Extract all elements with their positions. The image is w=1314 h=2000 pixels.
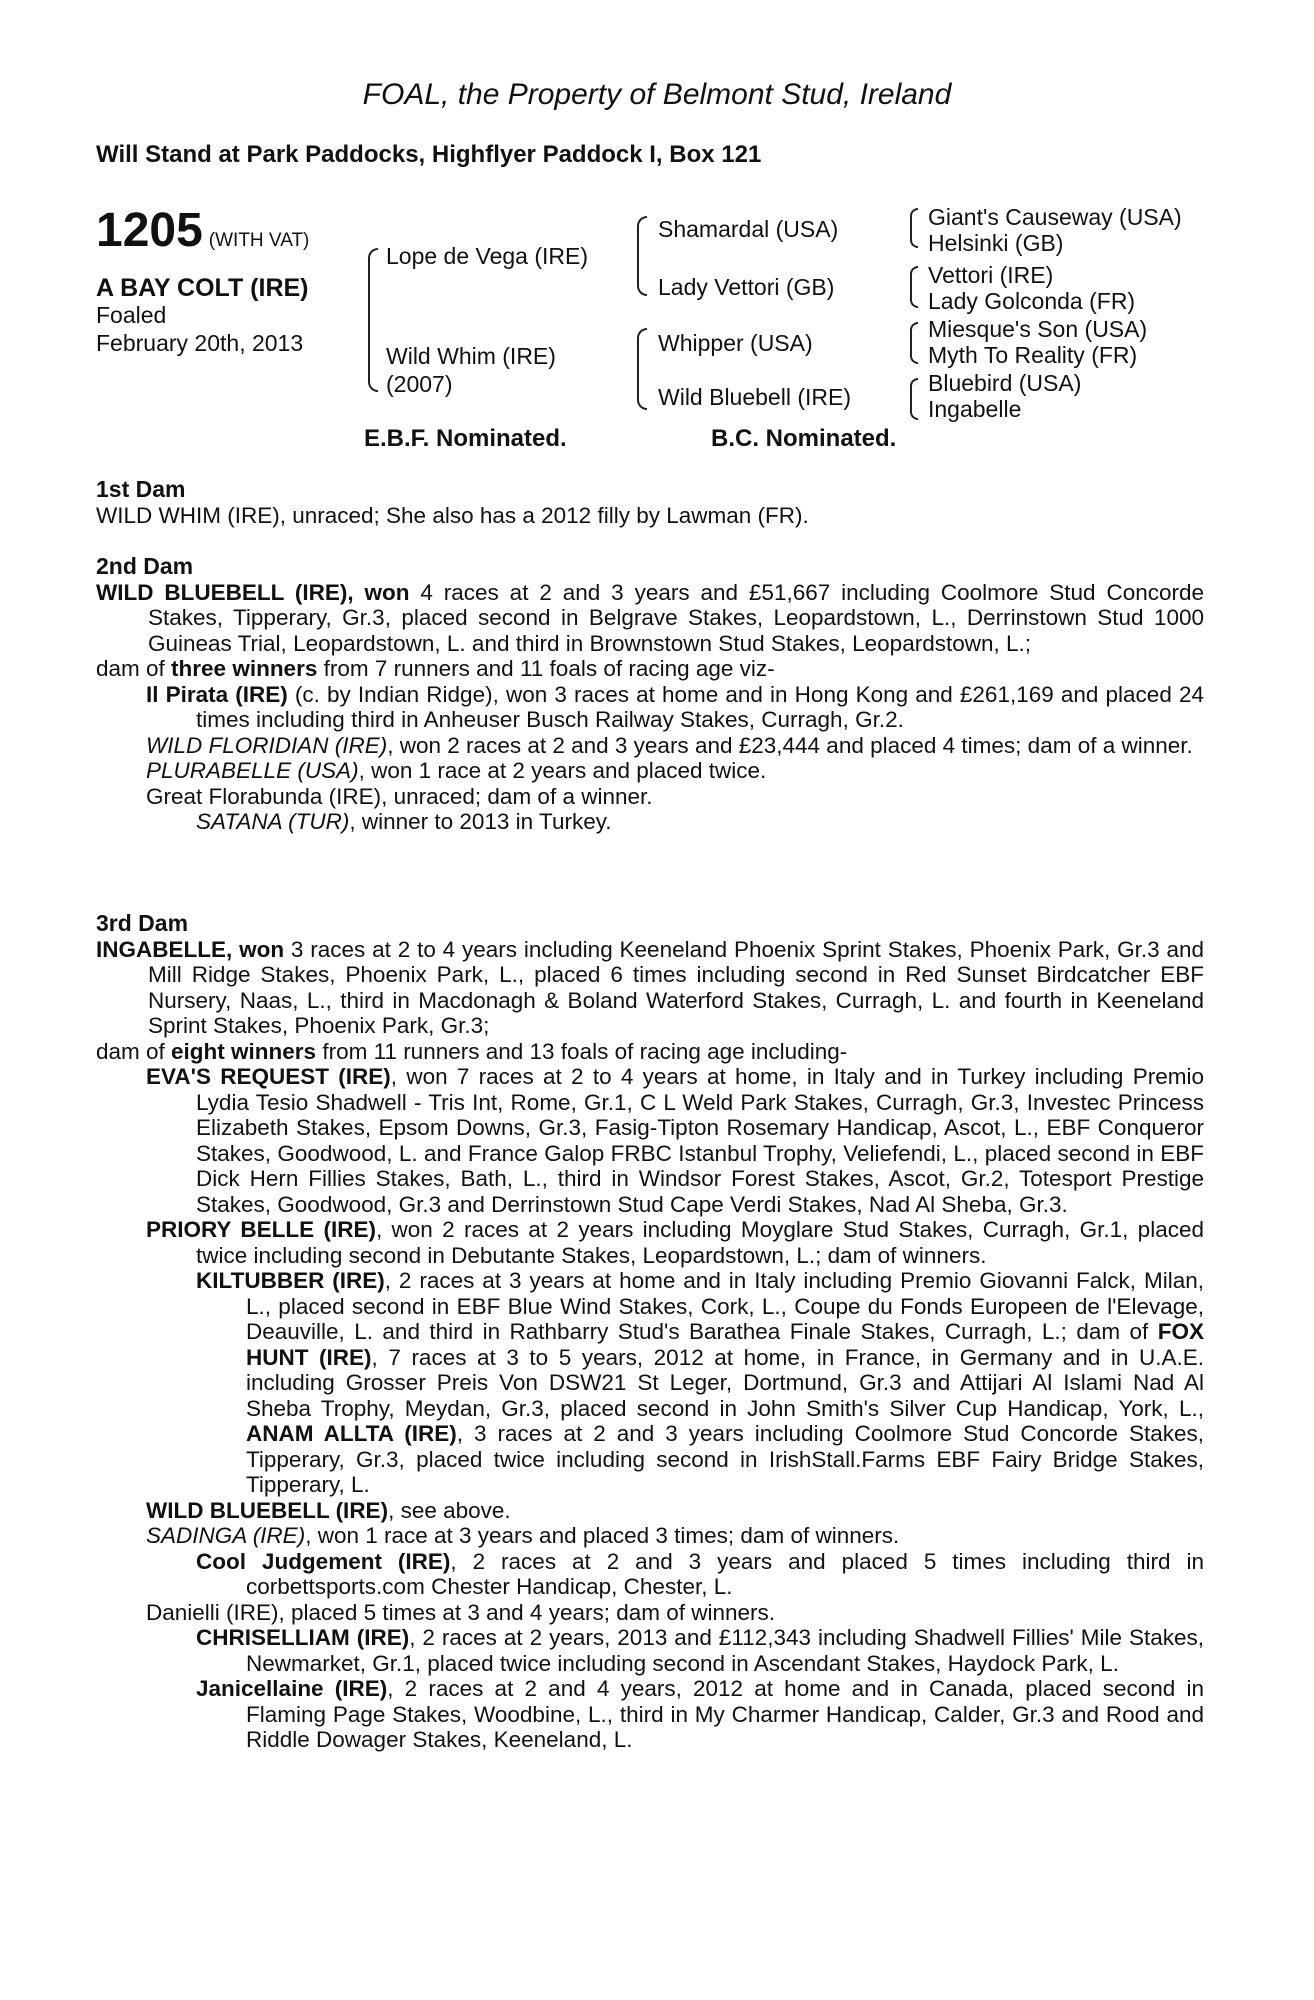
produce-name: CHRISELLIAM (IRE) xyxy=(196,1625,410,1650)
produce-name: PRIORY BELLE (IRE) xyxy=(146,1217,376,1242)
produce-item xyxy=(96,784,1204,810)
first-dam-heading: 1st Dam xyxy=(96,476,186,502)
produce-item xyxy=(96,682,1204,733)
third-dam-text: 3 races at 2 to 4 years including Keeneland Phoenix Sprint Stakes, Phoenix Park, Gr.3 and Mill Ridge Stakes, Phoenix Park, L., placed 6 times including second in Red Sunset Birdcatcher EBF Nursery, Naas, L., third in Macdonagh & Boland Waterford Stakes, Curragh, L. and fourth in Keeneland Sprint Stakes, Phoenix Park, Gr.3; xyxy=(148,936,1204,1038)
foaled-label: Foaled xyxy=(96,302,167,328)
pedigree-dss: Miesque's Son (USA) xyxy=(928,316,1148,342)
runners-text: from 7 runners and 11 foals of racing age viz- xyxy=(317,656,775,681)
pedigree-ssd: Helsinki (GB) xyxy=(928,230,1064,256)
produce-item xyxy=(96,809,1204,835)
bc-nominated: B.C. Nominated. xyxy=(711,425,897,452)
first-dam-section xyxy=(96,477,1204,528)
produce-item xyxy=(96,1268,1204,1498)
produce-name: Il Pirata (IRE) xyxy=(146,681,288,707)
pedigree-brace-dd xyxy=(910,378,918,420)
produce-name: SADINGA (IRE) xyxy=(146,1523,306,1548)
pedigree-dam: Wild Whim (IRE) xyxy=(386,343,556,369)
pedigree-ddd: Ingabelle xyxy=(928,396,1022,422)
foaled-date: February 20th, 2013 xyxy=(96,330,304,356)
produce-text: , 2 races at 2 and 4 years, 2012 at home and in Canada, placed second in Flaming Page Stakes, Woodbine, L., third in My Charmer Handicap, Calder, Gr.3 and Rood and Riddle Dowager Stakes, Keeneland, L. xyxy=(246,1676,1204,1752)
produce-name: EVA'S REQUEST (IRE) xyxy=(146,1064,391,1089)
produce-item xyxy=(96,1676,1204,1753)
dam-of-label: dam of xyxy=(96,656,172,681)
produce-name: Janicellaine (IRE) xyxy=(196,1676,388,1701)
produce-text: , 7 races at 3 to 5 years, 2012 at home, in France, in Germany and in U.A.E. including Grosser Preis Von DSW21 St Leger, Dortmund, Gr.3 and Attijari Al Islami Nad Al Sheba Trophy, Meydan, Gr.3, placed second in John Smith's Silver Cup Handicap, York, L., xyxy=(246,1344,1204,1421)
pedigree-brace-sire xyxy=(637,216,647,296)
produce-text: , 2 races at 2 years, 2013 and £112,343 including Shadwell Fillies' Mile Stakes, Newmarket, Gr.1, placed twice including second in Ascendant Stakes, Haydock Park, L. xyxy=(246,1625,1204,1676)
second-dam-name: WILD BLUEBELL (IRE) xyxy=(96,579,348,605)
winners-count: eight winners xyxy=(171,1038,317,1064)
produce-item xyxy=(96,1549,1204,1600)
produce-text: , 2 races at 3 years at home and in Italy including Premio Giovanni Falck, Milan, L., placed second in EBF Blue Wind Stakes, Cork, L., Coupe du Fonds Europeen de l'Elevage, Deauville, L. and third in Rathbarry Stud's Barathea Finale Stakes, Curragh, L.; dam of xyxy=(246,1268,1204,1344)
third-dam-section xyxy=(96,911,1204,1753)
pedigree-brace-ss xyxy=(910,208,918,248)
won-label: , won xyxy=(347,579,410,605)
page-title: FOAL, the Property of Belmont Stud, Ireland xyxy=(362,78,952,111)
produce-item xyxy=(96,733,1204,759)
second-dam-heading: 2nd Dam xyxy=(96,553,194,579)
pedigree-brace-sd xyxy=(910,266,918,308)
pedigree-sire: Lope de Vega (IRE) xyxy=(386,243,589,269)
pedigree-dam-year: (2007) xyxy=(386,371,453,397)
pedigree-sds: Vettori (IRE) xyxy=(928,262,1054,288)
produce-text: , won 2 races at 2 years including Moyglare Stud Stakes, Curragh, Gr.1, placed twice including second in Debutante Stakes, Leopardstown, L.; dam of winners. xyxy=(196,1217,1204,1268)
pedigree-dsd: Myth To Reality (FR) xyxy=(928,342,1138,368)
produce-name: SATANA (TUR) xyxy=(196,809,350,834)
stand-location: Will Stand at Park Paddocks, Highflyer Paddock I, Box 121 xyxy=(96,141,762,168)
produce-name: FOX HUNT (IRE) xyxy=(246,1319,1204,1370)
produce-item xyxy=(96,1217,1204,1268)
lot-heading xyxy=(96,203,309,258)
second-dam-section xyxy=(96,554,1204,835)
produce-name: KILTUBBER (IRE) xyxy=(196,1268,385,1293)
third-dam-produce-summary xyxy=(96,1039,1204,1065)
produce-text: , won 1 race at 3 years and placed 3 times; dam of winners. xyxy=(305,1523,900,1548)
pedigree-brace-ds xyxy=(910,322,918,364)
pedigree-dam-dam: Wild Bluebell (IRE) xyxy=(658,384,851,410)
third-dam-record xyxy=(96,937,1204,1039)
pedigree-brace-dam xyxy=(637,328,647,410)
produce-name: WILD BLUEBELL (IRE) xyxy=(146,1497,389,1523)
produce-text: Great Florabunda (IRE), unraced; dam of a winner. xyxy=(146,783,653,809)
pedigree-sdd: Lady Golconda (FR) xyxy=(928,288,1136,314)
runners-text: from 11 runners and 13 foals of racing age including- xyxy=(316,1038,848,1064)
produce-text: , see above. xyxy=(388,1497,511,1523)
pedigree-dds: Bluebird (USA) xyxy=(928,370,1082,396)
ebf-nominated: E.B.F. Nominated. xyxy=(364,425,567,452)
lot-number: 1205 xyxy=(96,204,203,257)
third-dam-heading: 3rd Dam xyxy=(96,910,189,936)
horse-name: A BAY COLT (IRE) xyxy=(96,274,309,302)
produce-name: Cool Judgement (IRE) xyxy=(196,1548,451,1574)
produce-text: , 2 races at 2 and 3 years and placed 5 times including third in corbettsports.com Chester Handicap, Chester, L. xyxy=(246,1548,1204,1599)
winners-count: three winners xyxy=(171,656,318,681)
produce-text: Danielli (IRE), placed 5 times at 3 and 4 years; dam of winners. xyxy=(146,1599,776,1625)
produce-text: (c. by Indian Ridge), won 3 races at home and in Hong Kong and £261,169 and placed 24 times including third in Anheuser Busch Railway Stakes, Curragh, Gr.2. xyxy=(196,681,1204,732)
produce-name: ANAM ALLTA (IRE) xyxy=(246,1421,457,1446)
dam-of-label: dam of xyxy=(96,1038,172,1064)
produce-text: , won 7 races at 2 to 4 years at home, in Italy and in Turkey including Premio Lydia Tesio Shadwell - Tris Int, Rome, Gr.1, C L Weld Park Stakes, Curragh, Gr.3, Investec Princess Elizabeth Stakes, Epsom Downs, Gr.3, Fasig-Tipton Rosemary Handicap, Ascot, L., EBF Conqueror Stakes, Goodwood, L. and France Galop FRBC Istanbul Trophy, Veliefendi, L., placed second in EBF Dick Hern Fillies Stakes, Bath, L., third in Windsor Forest Stakes, Ascot, Gr.2, Totesport Prestige Stakes, Goodwood, Gr.3 and Derrinstown Stud Cape Verdi Stakes, Nad Al Sheba, Gr.3. xyxy=(196,1064,1204,1217)
produce-item xyxy=(96,758,1204,784)
produce-text: , won 2 races at 2 and 3 years and £23,444 and placed 4 times; dam of a winner. xyxy=(387,732,1193,758)
won-label: , won xyxy=(226,936,285,962)
produce-text: , won 1 race at 2 years and placed twice. xyxy=(358,758,767,783)
produce-item xyxy=(96,1600,1204,1626)
pedigree-brace-root xyxy=(368,248,378,392)
produce-text: , 3 races at 2 and 3 years including Coolmore Stud Concorde Stakes, Tipperary, Gr.3, placed twice including second in IrishStall.Farms EBF Fairy Bridge Stakes, Tipperary, L. xyxy=(246,1421,1204,1497)
second-dam-produce-summary xyxy=(96,656,1204,682)
pedigree-sss: Giant's Causeway (USA) xyxy=(928,204,1182,230)
third-dam-name: INGABELLE xyxy=(96,936,227,962)
produce-item xyxy=(96,1625,1204,1676)
produce-name: PLURABELLE (USA) xyxy=(146,758,359,783)
produce-item xyxy=(96,1498,1204,1524)
produce-item xyxy=(96,1064,1204,1217)
produce-text: , winner to 2013 in Turkey. xyxy=(349,809,612,834)
pedigree-dam-sire: Whipper (USA) xyxy=(658,330,813,356)
pedigree-sire-dam: Lady Vettori (GB) xyxy=(658,274,835,300)
produce-item xyxy=(96,1523,1204,1549)
second-dam-text: 4 races at 2 and 3 years and £51,667 including Coolmore Stud Concorde Stakes, Tipperary, Gr.3, placed second in Belgrave Stakes, Leopardstown, L., Derrinstown Stud 1000 Guineas Trial, Leopardstown, L. and third in Brownstown Stud Stakes, Leopardstown, L.; xyxy=(148,579,1205,656)
first-dam-text: WILD WHIM (IRE), unraced; She also has a 2012 filly by Lawman (FR). xyxy=(96,502,809,528)
pedigree-sire-sire: Shamardal (USA) xyxy=(658,216,839,242)
produce-name: WILD FLORIDIAN (IRE) xyxy=(146,732,388,758)
second-dam-record xyxy=(96,580,1204,657)
vat-note: (WITH VAT) xyxy=(208,230,310,251)
